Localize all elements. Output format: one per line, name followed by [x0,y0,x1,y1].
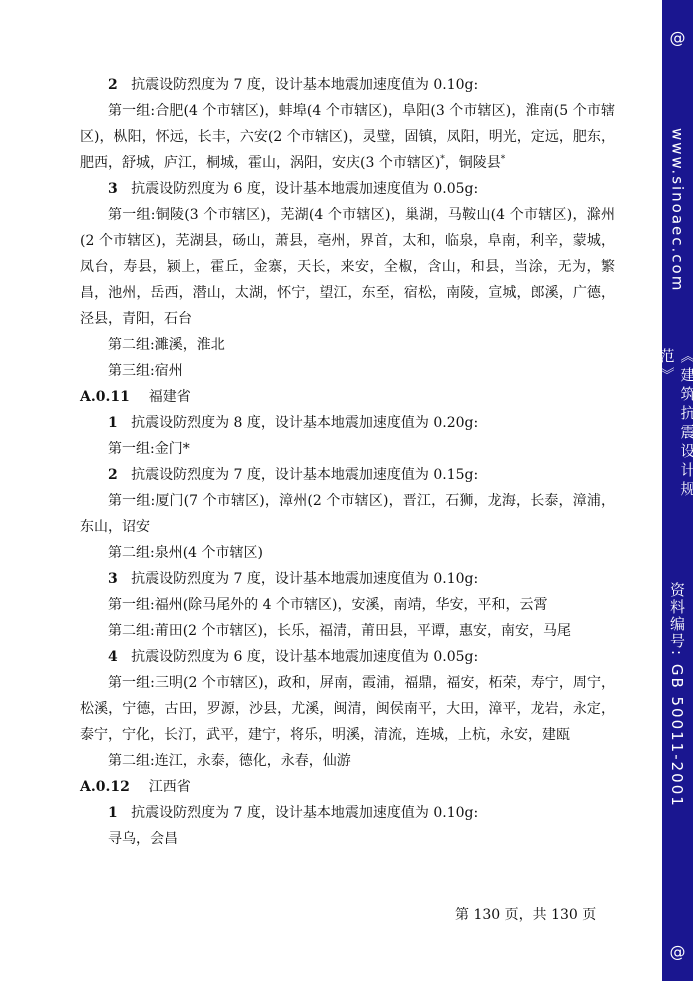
sidebar-code: 资料编号: GB 50011-2001 [668,582,686,808]
item-line: 1 抗震设防烈度为 7 度，设计基本地震加速度值为 0.10g: [108,805,479,821]
paragraph: 第二组:连江，永泰，德化，永春，仙游 [108,753,351,769]
item-line: 2 抗震设防烈度为 7 度，设计基本地震加速度值为 0.10g: [108,77,479,93]
paragraph: 第二组:濉溪，淮北 [108,337,225,353]
paragraph: 第一组:铜陵(3 个市辖区)，芜湖(4 个市辖区)，巢湖，马鞍山(4 个市辖区)，滁州(2 个市辖区)，芜湖县，砀山，萧县，亳州，界首，太和，临泉，阜南，利辛，蒙城，凤台，寿县，颍上，霍丘，金寨，天长，来安，全椒，含山，和县，当涂，无为，繁昌，池州，岳西，潜山，太湖，怀宁，望江，东至，宿松，南陵，宣城，郎溪，广德，泾县，青阳，石台 [80,207,615,327]
document-body [80,72,615,852]
paragraph: 第二组:莆田(2 个市辖区)，长乐，福清，莆田县，平谭，惠安，南安，马尾 [108,623,571,639]
item-line: 3 抗震设防烈度为 6 度，设计基本地震加速度值为 0.05g: [108,181,479,197]
item-line: 4 抗震设防烈度为 6 度，设计基本地震加速度值为 0.05g: [108,649,479,665]
item-line: 1 抗震设防烈度为 8 度，设计基本地震加速度值为 0.20g: [108,415,479,431]
paragraph: 第一组:福州(除马尾外的 4 个市辖区)，安溪，南靖，华安，平和，云霄 [108,597,548,613]
paragraph: 第一组:三明(2 个市辖区)，政和，屏南，霞浦，福鼎，福安，柘荣，寿宁，周宁，松溪，宁德，古田，罗源，沙县，尤溪，闽清，闽侯南平，大田，漳平，龙岩，永定，泰宁，宁化，长汀，武平，建宁，将乐，明溪，清流，连城，上杭，永安，建瓯 [80,675,615,743]
sidebar-book-title: 《建筑抗震设计规范》 [657,348,697,500]
at-icon: @ [669,942,686,961]
at-icon: @ [669,28,686,47]
paragraph: 寻乌，会昌 [108,831,178,847]
paragraph: 第一组:金门* [108,441,190,457]
sidebar-url: www.sinoaec.com [668,128,687,293]
paragraph: 第二组:泉州(4 个市辖区) [108,545,263,561]
section-heading: A.0.12 江西省 [80,779,191,795]
item-line: 2 抗震设防烈度为 7 度，设计基本地震加速度值为 0.15g: [108,467,479,483]
item-line: 3 抗震设防烈度为 7 度，设计基本地震加速度值为 0.10g: [108,571,479,587]
sidebar-banner [657,0,697,981]
paragraph: 第三组:宿州 [108,363,183,379]
page-footer: 第 130 页，共 130 页 [455,907,597,923]
paragraph: 第一组:合肥(4 个市辖区)，蚌埠(4 个市辖区)，阜阳(3 个市辖区)，淮南(5 个市辖区)，枞阳，怀远，长丰，六安(2 个市辖区)，灵璧，固镇，凤阳，明光，定远，肥东，肥西，舒城，庐江，桐城，霍山，涡阳，安庆(3 个市辖区)*，铜陵县* [80,103,615,171]
section-heading: A.0.11 福建省 [80,389,191,405]
paragraph: 第一组:厦门(7 个市辖区)，漳州(2 个市辖区)，晋江，石狮，龙海，长泰，漳浦，东山，诏安 [80,493,615,535]
